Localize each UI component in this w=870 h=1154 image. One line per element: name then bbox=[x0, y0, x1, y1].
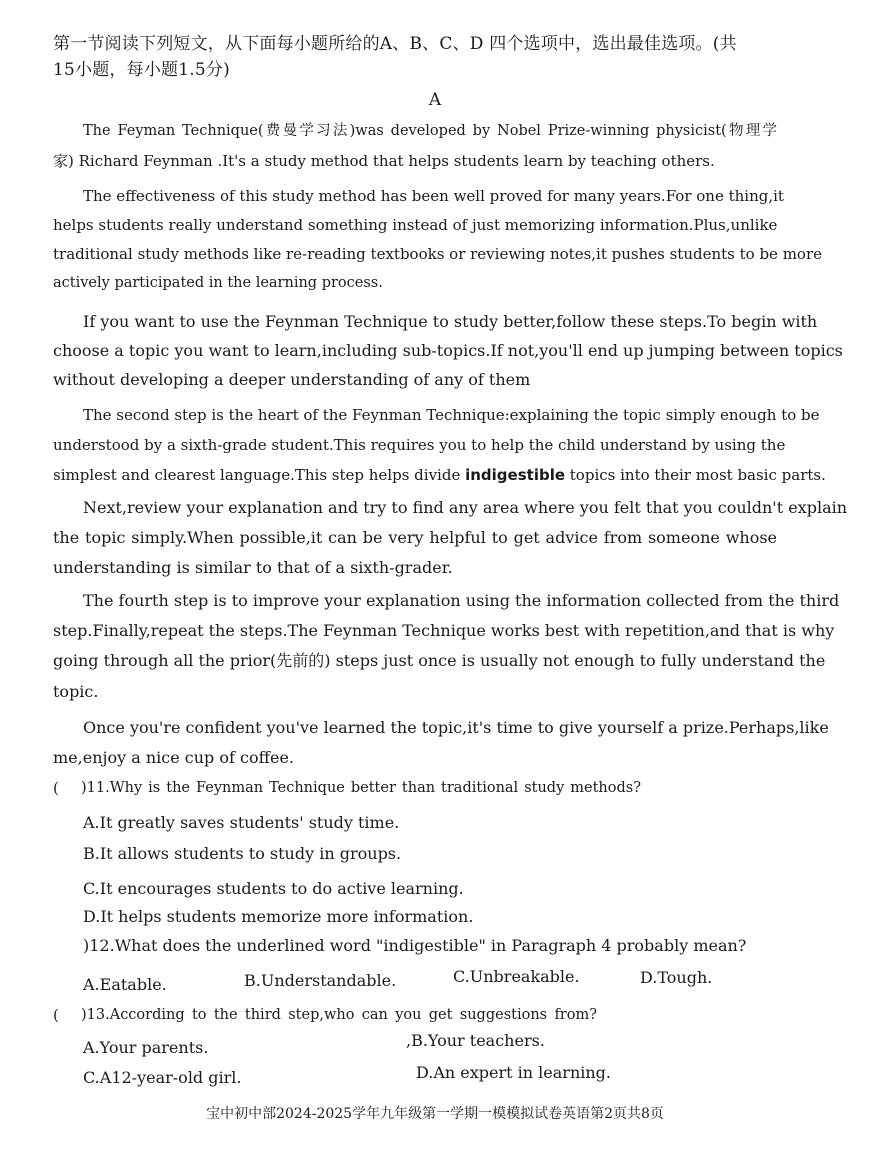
instructions-line-2: 15小题，每小题1.5分) bbox=[53, 60, 230, 80]
paragraph-6-line-4: topic. bbox=[53, 682, 99, 701]
q11-option-b: B.It allows students to study in groups. bbox=[83, 844, 402, 863]
q11-option-d: D.It helps students memorize more information. bbox=[83, 907, 474, 926]
paragraph-5-line-2: the topic simply.When possible,it can be very helpful to get advice from someone whose bbox=[53, 528, 777, 547]
paragraph-4-line-2: understood by a sixth-grade student.This requires you to help the child understand by using the bbox=[53, 436, 786, 454]
passage-label: A bbox=[428, 90, 442, 110]
q13-option-d: D.An expert in learning. bbox=[416, 1063, 611, 1082]
paragraph-6-line-2: step.Finally,repeat the steps.The Feynman Technique works best with repetition,and that is why bbox=[53, 621, 835, 640]
paragraph-7-line-2: me,enjoy a nice cup of coffee. bbox=[53, 748, 294, 767]
q13-option-b: ,B.Your teachers. bbox=[406, 1031, 545, 1050]
paragraph-5-line-1: Next,review your explanation and try to find any area where you felt that you couldn't explain bbox=[83, 498, 848, 517]
paragraph-3-line-1: If you want to use the Feynman Technique to study better,follow these steps.To begin with bbox=[83, 312, 818, 331]
paragraph-1-line-2: 家) Richard Feynman .It's a study method that helps students learn by teaching others. bbox=[53, 152, 715, 170]
paragraph-4-line-3: simplest and clearest language.This step helps divide indigestible topics into their most basic parts. bbox=[53, 466, 826, 484]
q12-option-b: B.Understandable. bbox=[244, 971, 397, 990]
q12-option-c: C.Unbreakable. bbox=[453, 967, 580, 986]
paragraph-5-line-3: understanding is similar to that of a sixth-grader. bbox=[53, 558, 453, 577]
q13-answer-bracket: ( bbox=[53, 1006, 59, 1024]
paragraph-2-line-1: The effectiveness of this study method has been well proved for many years.For one thing,it bbox=[83, 187, 784, 205]
q13-option-a: A.Your parents. bbox=[83, 1038, 209, 1057]
paragraph-4-line-1: The second step is the heart of the Feynman Technique:explaining the topic simply enough to be bbox=[83, 406, 820, 424]
q11-stem: )11.Why is the Feynman Technique better than traditional study methods? bbox=[81, 780, 641, 796]
paragraph-2-line-4: actively participated in the learning process. bbox=[53, 275, 383, 291]
indigestible-word: indigestible bbox=[465, 466, 566, 484]
paragraph-2-line-3: traditional study methods like re-reading textbooks or reviewing notes,it pushes students to be more bbox=[53, 245, 823, 263]
q11-option-a: A.It greatly saves students' study time. bbox=[83, 813, 400, 832]
q13-stem: )13.According to the third step,who can you get suggestions from? bbox=[81, 1007, 597, 1023]
paragraph-1-line-1: The Feyman Technique(费曼学习法)was developed by Nobel Prize-winning physicist(物理学 bbox=[83, 123, 777, 139]
paragraph-6-line-1: The fourth step is to improve your explanation using the information collected from the third bbox=[83, 591, 840, 610]
q12-stem: )12.What does the underlined word "indigestible" in Paragraph 4 probably mean? bbox=[83, 936, 747, 955]
q13-option-c: C.A12-year-old girl. bbox=[83, 1068, 242, 1087]
paragraph-7-line-1: Once you're confident you've learned the topic,it's time to give yourself a prize.Perhaps,like bbox=[83, 718, 829, 737]
q12-option-d: D.Tough. bbox=[640, 968, 713, 987]
instructions-line-1: 第一节阅读下列短文，从下面每小题所给的A、B、C、D 四个选项中，选出最佳选项。(共 bbox=[53, 34, 737, 54]
page-footer: 宝中初中部2024-2025学年九年级第一学期一模模拟试卷英语第2页共8页 bbox=[206, 1106, 664, 1122]
paragraph-3-line-3: without developing a deeper understanding of any of them bbox=[53, 370, 531, 389]
paragraph-6-line-3: going through all the prior(先前的) steps just once is usually not enough to fully understand the bbox=[53, 651, 826, 670]
paragraph-3-line-2: choose a topic you want to learn,including sub-topics.If not,you'll end up jumping between topics bbox=[53, 341, 843, 360]
q12-option-a: A.Eatable. bbox=[83, 975, 167, 994]
paragraph-2-line-2: helps students really understand something instead of just memorizing information.Plus,unlike bbox=[53, 216, 778, 234]
q11-option-c: C.It encourages students to do active learning. bbox=[83, 879, 464, 898]
q11-answer-bracket: ( bbox=[53, 779, 59, 797]
